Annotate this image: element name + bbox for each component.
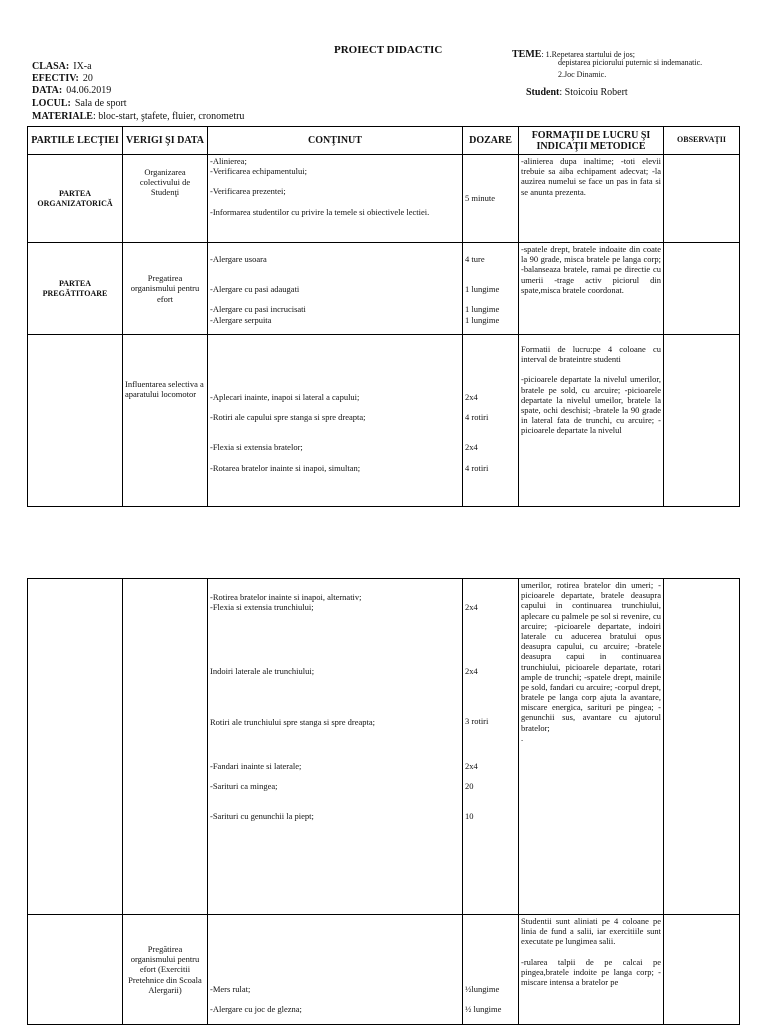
table-row (28, 155, 740, 243)
col-header-dozare: DOZARE (463, 127, 519, 155)
materiale-label: MATERIALE (32, 111, 93, 122)
dozare-line: 1 lungime (465, 284, 500, 295)
dozare-line: 2x4 (465, 602, 478, 612)
dozare-cell (463, 915, 519, 1025)
formatii-cell (519, 579, 664, 915)
part-cell (28, 335, 123, 507)
dozare-line: ½lungime (465, 984, 500, 994)
part-cell (28, 915, 123, 1025)
dozare-line: 20 (465, 780, 474, 791)
content-line: -Alergare cu pasi incrucisati (210, 304, 306, 315)
dozare-cell (463, 243, 519, 335)
formatii-cell: -alinierea dupa inaltime; -toti elevii trebuie sa aiba echipament adecvat; -la auzirea numelui se face un pas in fata si se anunta prezenta. (519, 155, 664, 243)
veriga-cell: Pregatirea organismului pentru efort (123, 243, 208, 335)
observatii-cell (664, 915, 740, 1025)
content-cell (208, 915, 463, 1025)
content-line: -Sarituri ca mingea; (210, 780, 278, 791)
content-line: -Verificarea echipamentului; (210, 166, 307, 177)
content-line: -Alinierea; (210, 156, 247, 166)
content-cell (208, 155, 463, 243)
formatii-cell (519, 915, 664, 1025)
content-line: -Fandari inainte si laterale; (210, 760, 302, 771)
efectiv-label: EFECTIV: (32, 73, 79, 84)
col-header-observatii: OBSERVAŢII (664, 127, 740, 155)
observatii-cell (664, 243, 740, 335)
clasa-label: CLASA: (32, 61, 70, 72)
efectiv-value: 20 (82, 73, 93, 84)
dozare-cell (463, 579, 519, 915)
part-cell: PARTEA PREGĂTITOARE (28, 243, 123, 335)
content-line: -Alergare usoara (210, 254, 267, 264)
locul-value: Sala de sport (74, 98, 127, 109)
teme-3: 2.Joc Dinamic. (558, 70, 607, 79)
content-line: -Alergare cu joc de glezna; (210, 1004, 302, 1015)
dozare-cell: 5 minute (463, 155, 519, 243)
part-cell: PARTEA ORGANIZATORICĂ (28, 155, 123, 243)
observatii-cell (664, 155, 740, 243)
page-title: PROIECT DIDACTIC (334, 44, 443, 56)
student-line (526, 82, 628, 100)
veriga-cell (123, 579, 208, 915)
teme-label: TEME (512, 49, 542, 60)
veriga-cell: Influentarea selectiva a aparatului locomotor (123, 335, 208, 507)
col-header-parts: PARTILE LECŢIEI (28, 127, 123, 155)
locul-label: LOCUL: (32, 98, 71, 109)
dozare-line: 2x4 (465, 760, 478, 771)
formatii-line: Studentii sunt aliniati pe 4 coloane pe linia de fund a salii, iar exercitiile sunt executate pe lungimea salii. (521, 916, 661, 947)
dozare-line: 3 rotiri (465, 716, 489, 727)
content-line: Indoiri laterale ale trunchiului; (210, 666, 315, 677)
content-line: -Sarituri cu genunchii la piept; (210, 811, 314, 822)
teme-2: depistarea piciorului puternic si indemanatic. (558, 58, 703, 67)
col-header-formatii: FORMAŢII DE LUCRU ŞI INDICAŢII METODICE (519, 127, 664, 155)
part-cell (28, 579, 123, 915)
lesson-table-page-2 (27, 578, 740, 1025)
content-line: -Informarea studentilor cu privire la temele si obiectivele lectiei. (210, 206, 430, 217)
table-row (28, 579, 740, 915)
dozare-line: 2x4 (465, 392, 478, 402)
formatii-line: umerilor, rotirea bratelor din umeri; -picioarele departate, bratele deasupra capului in continuarea trunchiului, aplecare cu palmele pe sol si revenire, cu arcuire; -picioarele departate, indoiri laterale cu aducerea bratului opus deasupra capului, cu arcuire; -bratele deasupra capui in continuarea trunchiului, picioarele departate, rotari ample de trunchi; -spatele drept, mainile pe sold, fandari cu arcuire; -corpul drept, bratele pe langa corp ajuta la avantare, miscare energica, sarituri pe pingea; -genunchii sus, avantare cu ajutorul bratelor; (521, 580, 661, 733)
content-line: Rotiri ale trunchiului spre stanga si spre dreapta; (210, 716, 375, 727)
content-cell (208, 335, 463, 507)
data-label: DATA: (32, 85, 63, 96)
student-value: : Stoicoiu Robert (559, 87, 628, 98)
table-row (28, 243, 740, 335)
formatii-line: -rularea talpii de pe calcai pe pingea,bratele indoite pe langa corp; -miscare intensa a bratelor pe (521, 956, 661, 987)
content-line: -Flexia si extensia trunchiului; (210, 602, 314, 613)
formatii-cell (519, 335, 664, 507)
veriga-cell: Pregătirea organismului pentru efort (Exercitii Pretehnice din Scoala Alergarii) (123, 915, 208, 1025)
formatii-cell: -spatele drept, bratele indoaite din coate la 90 grade, misca bratele pe langa corp; -balanseaza bratele, ramai pe directie cu umerii -trage activ piciorul din spate,misca bratele coordonat. (519, 243, 664, 335)
content-line: -Alergare cu pasi adaugati (210, 284, 300, 295)
dozare-line: 1 lungime (465, 314, 500, 325)
content-line: -Mers rulat; (210, 984, 251, 994)
observatii-cell (664, 579, 740, 915)
formatii-line: . (521, 732, 524, 743)
dozare-line: 4 ture (465, 254, 485, 264)
table-row (28, 335, 740, 507)
content-line: -Rotirea bratelor inainte si inapoi, alternativ; (210, 592, 362, 602)
table-row (28, 915, 740, 1025)
data-value: 04.06.2019 (66, 85, 112, 96)
formatii-line: -picioarele departate la nivelul umerilor, bratele pe sold, cu arcuire; -picioarele departate la nivelul umeilor, bratele la spate, ochi deschisi; -bratele la 90 grade in lateral fata de trunchi, cu arcuire; -picioarele departate la nivelul (521, 374, 661, 436)
content-cell (208, 579, 463, 915)
content-line: -Verificarea prezentei; (210, 186, 286, 197)
dozare-line: 4 rotiri (465, 412, 489, 423)
content-cell (208, 243, 463, 335)
dozare-line: 4 rotiri (465, 462, 489, 473)
content-line: -Rotarea bratelor inainte si inapoi, simultan; (210, 462, 361, 473)
materiale-value: : bloc-start, ştafete, fluier, cronometru (92, 111, 245, 122)
col-header-verigi: VERIGI ŞI DATA (123, 127, 208, 155)
content-line: -Alergare serpuita (210, 314, 272, 325)
teme-1: : 1.Repetarea startului de jos; (541, 50, 635, 59)
dozare-line: 10 (465, 810, 474, 821)
dozare-line: 1 lungime (465, 304, 500, 315)
clasa-value: IX-a (73, 61, 92, 72)
col-header-continut: CONŢINUT (208, 127, 463, 155)
dozare-line: 2x4 (465, 442, 478, 453)
dozare-line: 2x4 (465, 666, 478, 677)
content-line: -Flexia si extensia bratelor; (210, 442, 303, 453)
dozare-line: ½ lungime (465, 1004, 502, 1015)
content-line: -Rotiri ale capului spre stanga si spre dreapta; (210, 412, 366, 423)
dozare-cell (463, 335, 519, 507)
observatii-cell (664, 335, 740, 507)
materiale-line (32, 106, 244, 124)
veriga-cell: Organizarea colectivului de Studenţi (123, 155, 208, 243)
student-label: Student (526, 87, 560, 98)
formatii-line: Formatii de lucru:pe 4 coloane cu interval de brateintre studenti (521, 344, 661, 365)
lesson-table-page-1 (27, 126, 740, 507)
content-line: -Aplecari inainte, inapoi si lateral a capului; (210, 392, 360, 402)
